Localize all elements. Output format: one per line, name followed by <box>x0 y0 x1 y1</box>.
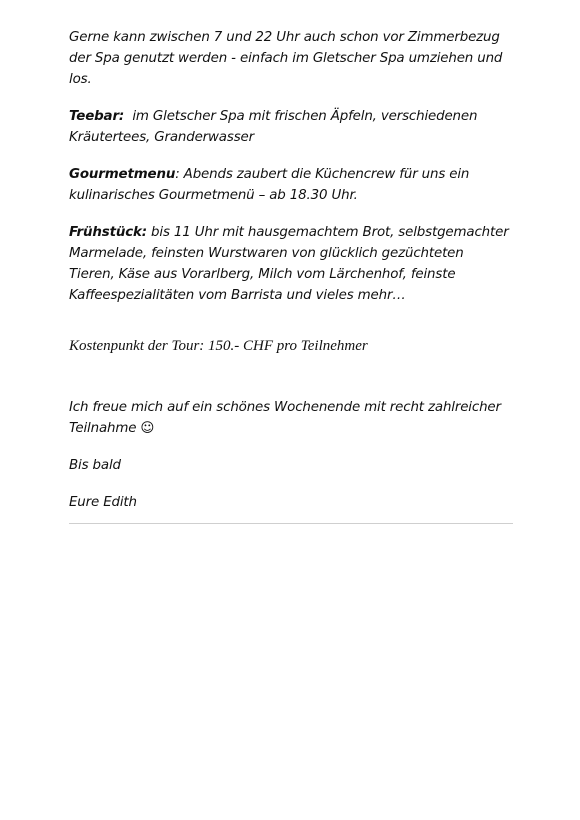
gourmet-paragraph <box>69 164 512 206</box>
gourmet-label: Gourmetmenu <box>69 167 176 182</box>
gourmet-text: : Abends zaubert die Küchencrew für uns ein kulinarisches Gourmetmenü – ab 18.30 Uhr. <box>69 167 470 203</box>
teebar-paragraph <box>69 106 512 148</box>
teebar-label: Teebar: <box>69 109 125 124</box>
spa-info-text: Gerne kann zwischen 7 und 22 Uhr auch schon vor Zimmerbezug der Spa genutzt werden - einfach im Gletscher Spa umziehen und los. <box>69 30 503 87</box>
horizontal-rule <box>69 523 513 524</box>
cost-line: Kostenpunkt der Tour: 150.- CHF pro Teilnehmer <box>69 338 368 354</box>
bye-line: Bis bald <box>69 458 121 473</box>
closing-paragraph: Ich freue mich auf ein schönes Wochenende mit recht zahlreicher Teilnahme ☺ <box>69 400 501 436</box>
fruehstueck-text: bis 11 Uhr mit hausgemachtem Brot, selbstgemachter Marmelade, feinsten Wurstwaren von glücklich gezüchteten Tieren, Käse aus Vorarlberg, Milch vom Lärchenhof, feinste Kaffeespezialitäten vom Barrista und vieles mehr… <box>69 225 509 303</box>
fruehstueck-label: Frühstück: <box>69 225 147 240</box>
spa-info-paragraph <box>69 27 512 90</box>
fruehstueck-paragraph <box>69 222 512 306</box>
teebar-text: im Gletscher Spa mit frischen Äpfeln, verschiedenen Kräutertees, Granderwasser <box>69 109 482 145</box>
spacer <box>69 357 512 397</box>
signature: Eure Edith <box>69 495 137 510</box>
